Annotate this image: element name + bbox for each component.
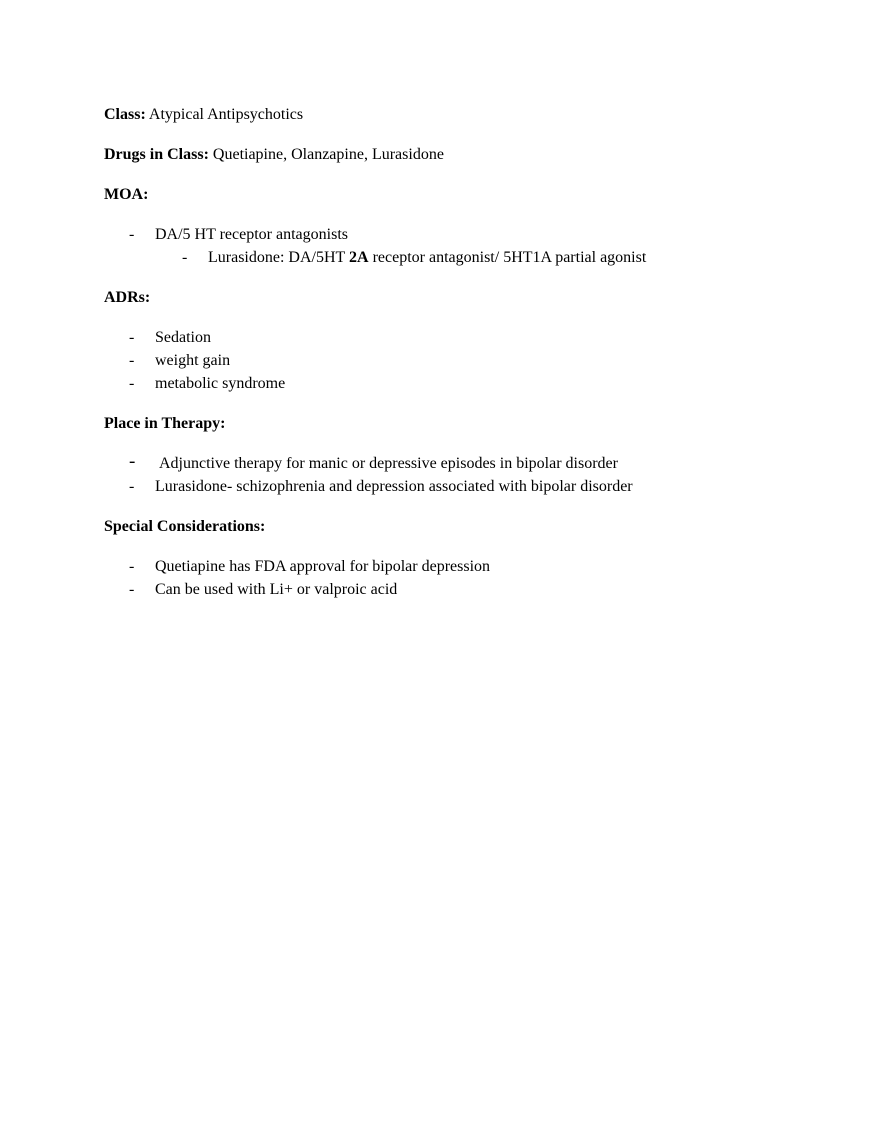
list-item — [104, 349, 804, 372]
moa-subitem-pre: Lurasidone: DA/5HT — [208, 249, 350, 266]
special-item: Can be used with Li+ or valproic acid — [155, 581, 398, 598]
class-label: Class: — [104, 106, 146, 123]
dash-bullet: - — [129, 451, 136, 472]
adr-item: weight gain — [155, 352, 231, 369]
special-item: Quetiapine has FDA approval for bipolar depression — [155, 558, 491, 575]
list-item — [104, 475, 804, 498]
moa-subitem-post: receptor antagonist/ 5HT1A partial agonist — [368, 249, 647, 266]
special-list — [104, 555, 804, 601]
special-heading: Special Considerations: — [104, 518, 266, 535]
drugs-value: Quetiapine, Olanzapine, Lurasidone — [212, 146, 444, 163]
class-value: Atypical Antipsychotics — [148, 106, 304, 123]
list-item — [104, 372, 804, 395]
therapy-item: Adjunctive therapy for manic or depressive episodes in bipolar disorder — [159, 455, 618, 472]
dash-bullet: - — [129, 478, 135, 495]
dash-bullet: - — [129, 375, 135, 392]
list-item — [104, 326, 804, 349]
adrs-heading: ADRs: — [104, 289, 151, 306]
class-line — [104, 103, 804, 126]
moa-subitem-bold: 2A — [349, 249, 369, 266]
dash-bullet: - — [129, 581, 135, 598]
list-item — [104, 555, 804, 578]
adrs-list — [104, 326, 804, 395]
drugs-line — [104, 143, 804, 166]
list-item — [104, 578, 804, 601]
document-content — [104, 103, 804, 601]
therapy-item: Lurasidone- schizophrenia and depression associated with bipolar disorder — [155, 478, 633, 495]
dash-bullet: - — [129, 558, 135, 575]
therapy-heading: Place in Therapy: — [104, 415, 226, 432]
list-item — [104, 223, 804, 246]
adr-item: Sedation — [155, 329, 211, 346]
list-item — [104, 246, 804, 269]
moa-list — [104, 223, 804, 269]
dash-bullet: - — [129, 329, 135, 346]
therapy-list — [104, 452, 804, 498]
dash-bullet: - — [129, 352, 135, 369]
drugs-label: Drugs in Class: — [104, 146, 209, 163]
moa-item: DA/5 HT receptor antagonists — [155, 226, 348, 243]
moa-heading: MOA: — [104, 186, 149, 203]
dash-bullet: - — [182, 249, 188, 266]
adr-item: metabolic syndrome — [155, 375, 286, 392]
list-item — [104, 452, 804, 475]
dash-bullet: - — [129, 226, 135, 243]
